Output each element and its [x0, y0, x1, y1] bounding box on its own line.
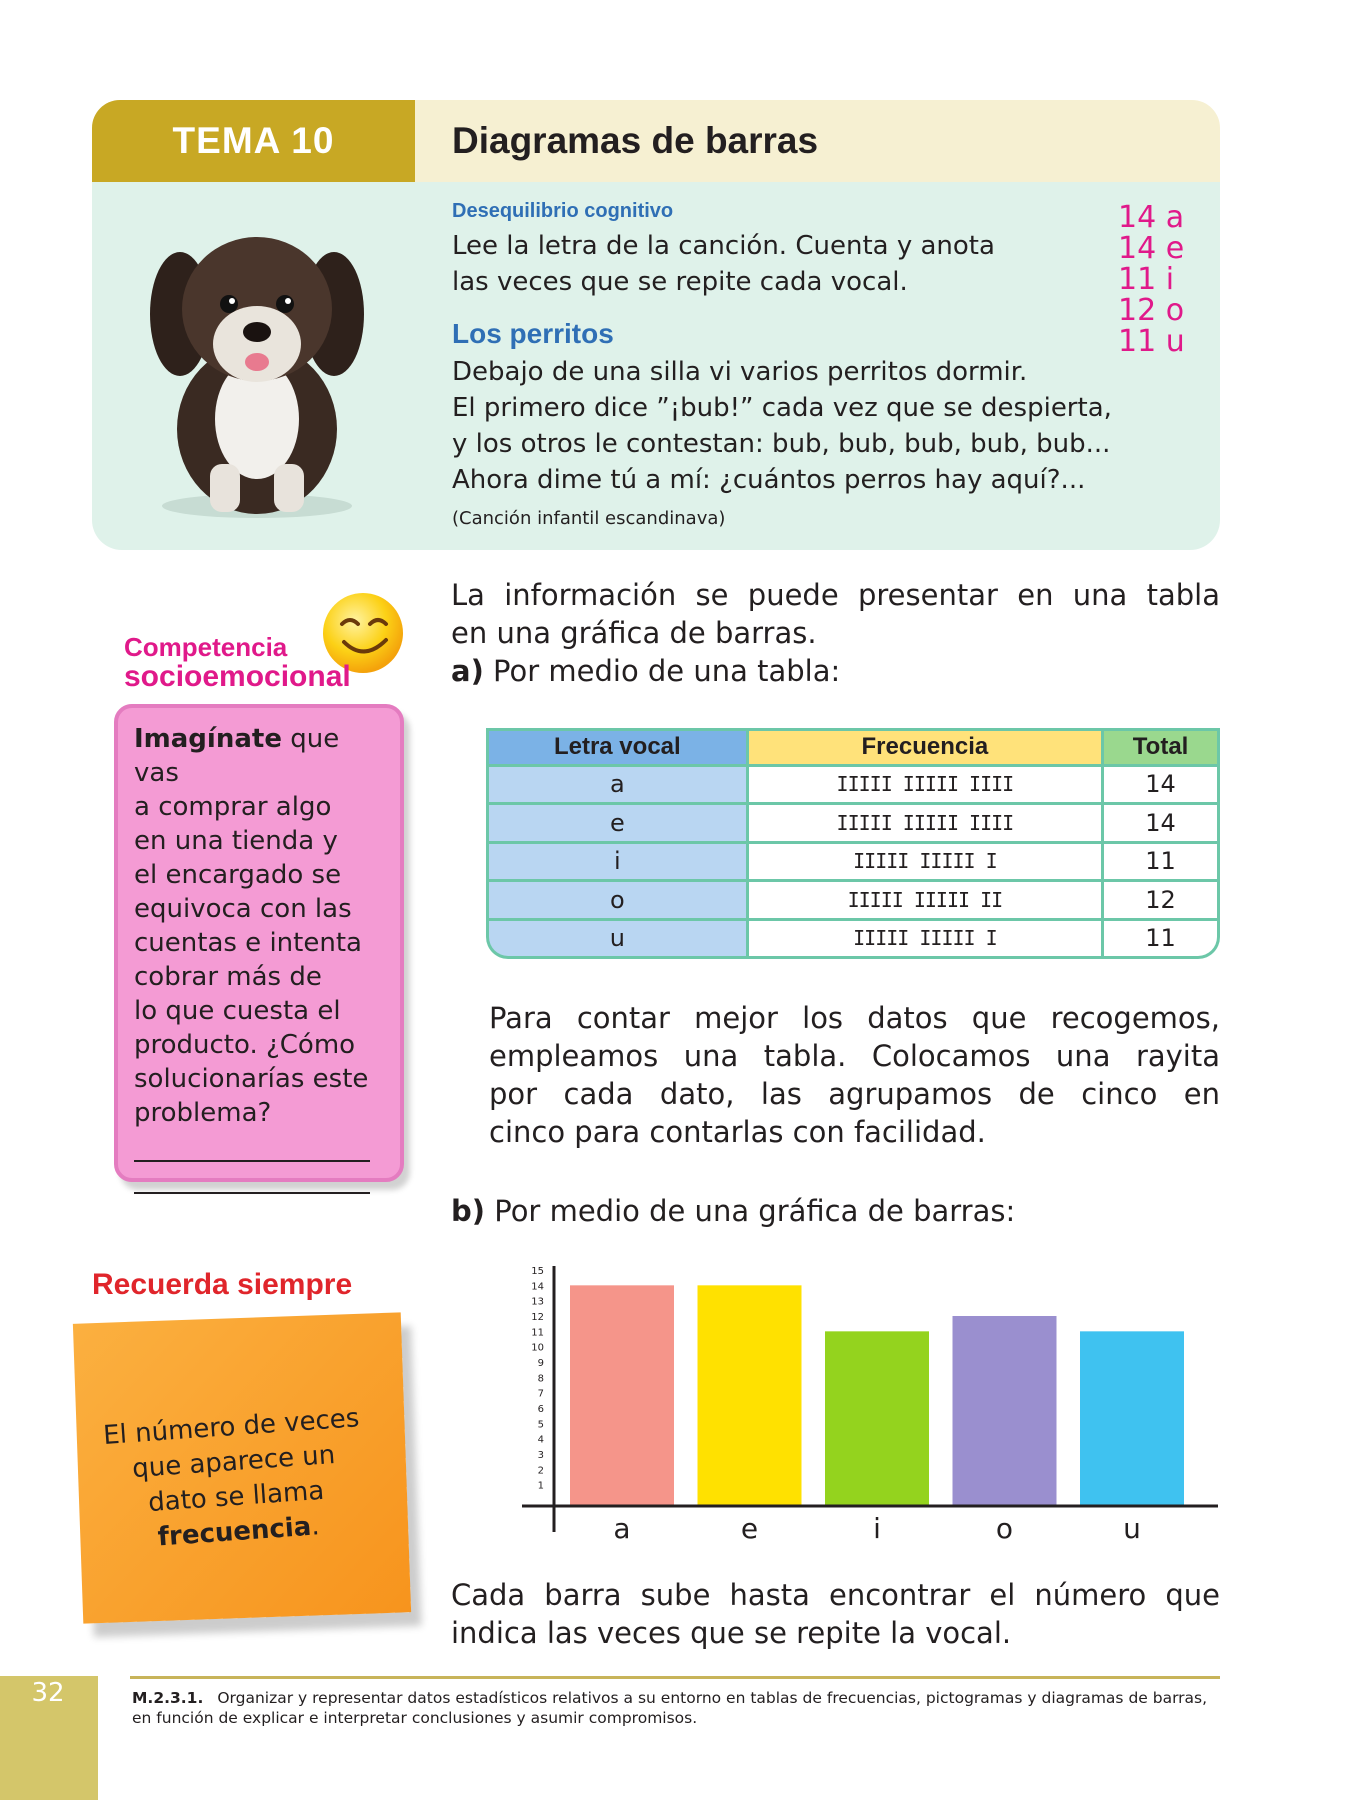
topic-number: TEMA 10 [92, 100, 415, 182]
y-tick-label: 11 [531, 1327, 544, 1339]
song-lyrics: Debajo de una silla vi varios perritos dormir. El primero dice ”¡bub!” cada vez que se despierta, y los otros le contestan: bub, bub, bub, bub, bub... Ahora dime tú a mí: ¿cuántos perros hay aquí?... [452, 357, 1112, 495]
puppy-illustration [132, 214, 382, 524]
table-header-frecuencia: Frecuencia [749, 728, 1104, 767]
table-header-vocal: Letra vocal [486, 728, 749, 767]
footer-divider [96, 1676, 98, 1800]
table-row: i IIIII IIIII I 11 [486, 844, 1220, 883]
page-title: Diagramas de barras [452, 120, 819, 161]
paragraph-table-line1: Para contar mejor los datos que recogemos, [489, 1001, 1220, 1035]
paragraph-table-line2: empleamos una tabla. Colocamos una rayita [489, 1039, 1220, 1073]
y-tick-label: 14 [531, 1281, 544, 1293]
bar-e [698, 1285, 802, 1506]
y-tick-label: 8 [537, 1373, 544, 1385]
answer-line[interactable] [134, 1162, 370, 1194]
y-tick-label: 6 [537, 1404, 544, 1415]
option-b: b) Por medio de una gráfica de barras: [451, 1194, 1016, 1228]
frequency-table [486, 728, 1220, 959]
y-tick-label: 2 [537, 1465, 544, 1477]
bar-u [1080, 1331, 1184, 1506]
topic-header [92, 100, 1220, 182]
song-title: Los perritos [452, 318, 614, 349]
instruction-text: Lee la letra de la canción. Cuenta y anota las veces que se repite cada vocal. [452, 231, 995, 297]
y-tick-label: 10 [531, 1342, 544, 1354]
y-tick-label: 15 [531, 1266, 544, 1277]
section-subtitle: Desequilibrio cognitivo [452, 200, 674, 222]
footer-rule [130, 1676, 1220, 1679]
paragraph-table-line4: cinco para contarlas con facilidad. [489, 1115, 986, 1149]
paragraph-intro-line1: La información se puede presentar en una tabla [451, 578, 1220, 612]
x-tick-label: a [613, 1512, 631, 1542]
competencia-card: Imagínate que vas a comprar algo en una tienda y el encargado se equivoca con las cuentas e intenta cobrar más de lo que cuesta el producto. ¿Cómo solucionarías este problema? [114, 704, 404, 1182]
paragraph-intro-line2: en una gráfica de barras. [451, 616, 817, 650]
x-tick-label: i [873, 1512, 881, 1542]
y-tick-label: 3 [537, 1450, 544, 1461]
table-row: o IIIII IIIII II 12 [486, 882, 1220, 921]
option-a: a) Por medio de una tabla: [451, 654, 841, 688]
paragraph-chart-line2: indica las veces que se repite la vocal. [451, 1616, 1012, 1650]
table-row: a IIIII IIIII IIII 14 [486, 767, 1220, 806]
sticky-note-text: El número de veces que aparece un dato se llama frecuencia. [102, 1403, 361, 1553]
table-row: e IIIII IIIII IIII 14 [486, 805, 1220, 844]
bar-i [825, 1331, 929, 1506]
y-tick-label: 12 [531, 1312, 544, 1323]
intro-box [92, 182, 1220, 550]
table-row: u IIIII IIIII I 11 [486, 921, 1220, 960]
vowel-counts-handwritten: 14 a 14 e 11 i 12 o 11 u [1118, 200, 1185, 359]
paragraph-chart-line1: Cada barra sube hasta encontrar el número que [451, 1578, 1220, 1612]
table-header-total: Total [1104, 728, 1220, 767]
y-tick-label: 5 [537, 1419, 544, 1431]
bar-o [953, 1316, 1057, 1506]
song-source: (Canción infantil escandinava) [452, 508, 726, 529]
x-tick-label: e [740, 1512, 759, 1542]
y-tick-label: 1 [537, 1480, 544, 1492]
bar-a [570, 1285, 674, 1506]
competencia-title: Competencia socioemocional [124, 632, 351, 693]
table-header-row [486, 728, 1220, 767]
curriculum-standard: M.2.3.1. Organizar y representar datos estadísticos relativos a su entorno en tablas de frecuencias, pictogramas y diagramas de barras, en función de explicar e interpretar conclusiones y asumir compromisos. [132, 1689, 1208, 1727]
answer-line[interactable] [134, 1130, 370, 1162]
x-tick-label: u [1123, 1512, 1141, 1542]
recuerda-title: Recuerda siempre [92, 1268, 353, 1301]
paragraph-table-line3: por cada dato, las agrupamos de cinco en [489, 1077, 1220, 1111]
vowel-bar-chart [510, 1262, 1230, 1542]
y-tick-label: 13 [531, 1296, 544, 1308]
y-tick-label: 9 [537, 1358, 544, 1369]
y-tick-label: 4 [537, 1434, 544, 1446]
y-tick-label: 7 [537, 1388, 544, 1400]
page-number: 32 [31, 1678, 65, 1708]
x-tick-label: o [995, 1512, 1014, 1542]
